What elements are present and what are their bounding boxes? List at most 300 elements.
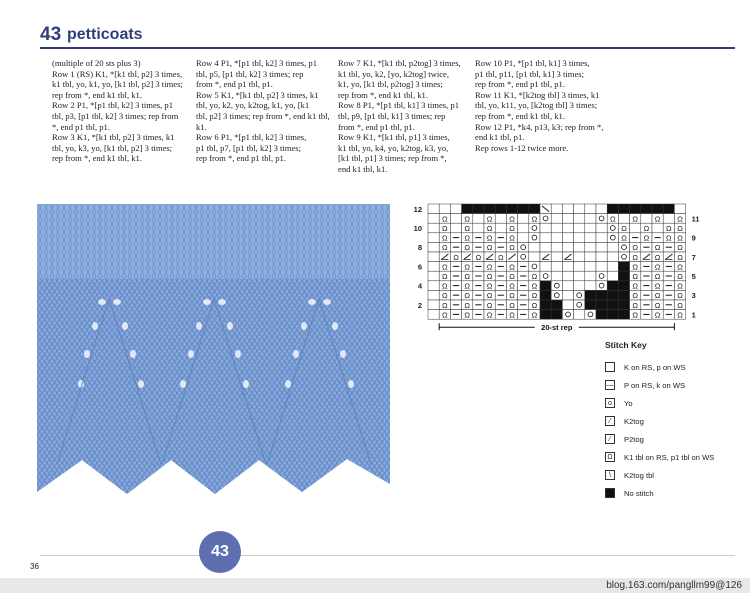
instruction-line: from *, end p1 tbl, p1.: [196, 79, 273, 90]
chart-cell: [596, 252, 607, 262]
tbl-mark: Ω: [464, 243, 471, 253]
tbl-mark: Ω: [486, 214, 493, 224]
purl-symbol-icon: —: [606, 381, 614, 389]
chart-cell: [562, 223, 573, 233]
chart-cell: [428, 214, 439, 224]
tbl-mark: Ω: [632, 272, 639, 281]
tbl-mark: Ω: [654, 214, 661, 224]
chart-cell: [518, 214, 529, 224]
chart-cell: [607, 262, 618, 272]
chart-cell: [428, 281, 439, 291]
chart-cell: [540, 281, 551, 291]
chart-cell: [450, 214, 461, 224]
chart-cell: [607, 204, 618, 214]
k2tog-symbol-icon: ⁄: [605, 416, 615, 426]
chart-cell: [495, 223, 506, 233]
tbl-mark: Ω: [632, 300, 639, 310]
instruction-line: k1 tbl, yo, k1, yo, [k1 tbl, p2] 3 times;: [52, 79, 183, 90]
chart-cell: [618, 281, 629, 291]
chart-cell: [428, 310, 439, 320]
key-item-label: P2tog: [624, 434, 644, 444]
key-item: [605, 448, 735, 466]
tbl-mark: Ω: [441, 300, 448, 310]
tbl-mark: Ω: [509, 291, 515, 301]
tbl-mark: Ω: [464, 281, 471, 291]
row-number-right: 5: [691, 272, 696, 281]
chart-cell: [495, 204, 506, 214]
chart-cell: [574, 262, 585, 272]
chart-cell: [585, 204, 596, 214]
chart-cell: [562, 281, 573, 291]
tbl-mark: Ω: [441, 214, 448, 224]
key-item: [605, 430, 735, 448]
tbl-mark: Ω: [486, 233, 493, 243]
instruction-line: Row 10 P1, *[p1 tbl, k1] 3 times,: [475, 58, 590, 68]
chart-cell: [596, 290, 607, 300]
tbl-mark: Ω: [464, 310, 471, 320]
tbl-mark: Ω: [632, 281, 639, 291]
instruction-line: tbl, p9, [p1 tbl, k1] 3 times; rep: [338, 110, 446, 121]
tbl-mark: Ω: [677, 281, 683, 291]
repeat-label: 20-st rep: [541, 323, 573, 333]
header-rule: [40, 47, 735, 49]
chart-cell: [618, 290, 629, 300]
instructions-column-1: [52, 58, 192, 164]
row-number-right: 3: [691, 291, 696, 301]
chart-cell: [585, 281, 596, 291]
chart-cell: [641, 204, 652, 214]
tbl-mark: Ω: [464, 224, 471, 233]
footer-rule: [40, 555, 735, 556]
tbl-mark: Ω: [531, 272, 538, 281]
k1-tbl-symbol-icon: Ω: [605, 452, 615, 462]
key-item-label: K2tog: [624, 416, 644, 426]
pattern-badge: 43: [199, 531, 241, 573]
chart-cell: [596, 262, 607, 272]
tbl-mark: Ω: [509, 243, 515, 253]
tbl-mark: Ω: [509, 310, 515, 320]
chart-cell: [607, 300, 618, 310]
chart-cell: [529, 252, 540, 262]
tbl-mark: Ω: [464, 233, 471, 243]
instruction-line: rep from *, end k1 tbl, k1.: [52, 153, 142, 164]
chart-cell: [551, 281, 562, 291]
key-item-label: K2tog tbl: [624, 470, 654, 480]
tbl-mark: Ω: [509, 262, 515, 272]
chart-cell: [585, 214, 596, 224]
chart-cell: [607, 310, 618, 320]
instruction-line: Row 4 P1, *[p1 tbl, k2] 3 times, p1: [196, 58, 318, 68]
chart-cell: [607, 252, 618, 262]
tbl-mark: Ω: [654, 291, 661, 301]
chart-cell: [607, 290, 618, 300]
knitted-swatch-photo: [37, 204, 390, 534]
tbl-mark: Ω: [677, 224, 683, 233]
chart-cell: [529, 262, 540, 272]
stitch-chart: [404, 198, 719, 336]
chart-cell: [574, 204, 585, 214]
stitch-key-title: Stitch Key: [605, 340, 647, 350]
instruction-line: Rep rows 1-12 twice more.: [475, 142, 569, 153]
tbl-mark: Ω: [509, 233, 515, 243]
tbl-mark: Ω: [464, 291, 471, 301]
tbl-mark: Ω: [621, 233, 627, 243]
chart-cell: [428, 204, 439, 214]
chart-cell: [574, 242, 585, 252]
tbl-mark: Ω: [665, 224, 672, 233]
chart-cell: [596, 310, 607, 320]
chart-cell: [618, 214, 629, 224]
tbl-mark: Ω: [441, 281, 448, 291]
instruction-line: Row 9 K1, *[k1 tbl, p1] 3 times,: [338, 132, 450, 143]
page-number: 36: [30, 562, 39, 571]
instruction-line: k1.: [196, 121, 207, 132]
tbl-mark: Ω: [486, 291, 493, 301]
key-item: [605, 376, 735, 394]
tbl-mark: Ω: [654, 281, 661, 291]
key-item: [605, 394, 735, 412]
chart-cell: [540, 223, 551, 233]
chart-cell: [428, 300, 439, 310]
tbl-mark: Ω: [632, 291, 639, 301]
p2tog-symbol-icon: ⁄: [605, 434, 615, 444]
chart-cell: [574, 223, 585, 233]
tbl-mark: Ω: [643, 224, 650, 233]
chart-cell: [596, 214, 607, 224]
chart-cell: [439, 204, 450, 214]
chart-cell: [652, 204, 663, 214]
chart-cell: [551, 262, 562, 272]
tbl-mark: Ω: [654, 252, 661, 262]
chart-cell: [607, 281, 618, 291]
instruction-line: Row 5 K1, *[k1 tbl, p2] 3 times, k1: [196, 89, 319, 100]
chart-cell: [596, 300, 607, 310]
chart-cell: [562, 271, 573, 281]
tbl-mark: Ω: [654, 243, 661, 253]
chart-cell: [562, 214, 573, 224]
instruction-line: Row 12 P1, *k4, p13, k3; rep from *,: [475, 121, 604, 132]
chart-cell: [607, 271, 618, 281]
tbl-mark: Ω: [464, 262, 471, 272]
instruction-line: tbl, yo, k3, yo, [k1 tbl, p2] 3 times;: [52, 142, 173, 153]
chart-cell: [428, 271, 439, 281]
tbl-mark: Ω: [486, 272, 493, 281]
instruction-line: Row 7 K1, *[k1 tbl, p2tog] 3 times,: [338, 58, 461, 68]
chart-cell: [585, 233, 596, 243]
chart-cell: [618, 242, 629, 252]
chart-cell: [540, 290, 551, 300]
chart-cell: [574, 310, 585, 320]
tbl-mark: Ω: [531, 300, 538, 310]
tbl-mark: Ω: [509, 214, 515, 224]
chart-cell: [551, 223, 562, 233]
key-item-label: K1 tbl on RS, p1 tbl on WS: [624, 452, 715, 462]
instruction-line: tbl, p3, [p1 tbl, k2] 3 times; rep from: [52, 110, 179, 121]
tbl-mark: Ω: [654, 310, 661, 320]
tbl-mark: Ω: [632, 252, 639, 262]
instruction-line: Row 1 (RS) K1, *[k1 tbl, p2] 3 times,: [52, 68, 183, 79]
tbl-mark: Ω: [621, 224, 627, 233]
tbl-mark: Ω: [654, 300, 661, 310]
tbl-mark: Ω: [441, 272, 448, 281]
tbl-mark: Ω: [441, 243, 448, 253]
chart-cell: [562, 242, 573, 252]
tbl-mark: Ω: [486, 262, 493, 272]
chart-cell: [428, 290, 439, 300]
chart-cell: [495, 214, 506, 224]
chart-cell: [607, 223, 618, 233]
instructions-column-4: [475, 58, 610, 153]
chart-cell: [641, 214, 652, 224]
tbl-mark: Ω: [509, 281, 515, 291]
chart-cell: [652, 223, 663, 233]
chart-cell: [562, 204, 573, 214]
no-stitch-symbol-icon: [605, 488, 615, 498]
instructions-column-2: [196, 58, 331, 164]
row-number-left: 8: [417, 243, 422, 253]
instruction-line: tbl, p5, [p1 tbl, k2] 3 times; rep: [196, 68, 304, 79]
key-item: [605, 358, 735, 376]
chart-cell: [462, 204, 473, 214]
instruction-line: Row 3 K1, *[k1 tbl, p2] 3 times, k1: [52, 132, 175, 143]
chart-cell: [607, 242, 618, 252]
chart-cell: [574, 290, 585, 300]
chart-cell: [529, 233, 540, 243]
tbl-mark: Ω: [464, 300, 471, 310]
chart-cell: [551, 252, 562, 262]
chart-cell: [585, 262, 596, 272]
chart-cell: [551, 271, 562, 281]
tbl-mark: Ω: [464, 272, 471, 281]
page-header: [40, 22, 735, 50]
instruction-line: k1, yo, [k1 tbl, p2tog] 3 times;: [338, 79, 443, 90]
chart-cell: [585, 242, 596, 252]
chart-cell: [506, 204, 517, 214]
chart-cell: [618, 271, 629, 281]
chart-cell: [596, 223, 607, 233]
tbl-mark: Ω: [486, 310, 493, 320]
chart-cell: [450, 204, 461, 214]
tbl-mark: Ω: [677, 243, 683, 253]
tbl-mark: Ω: [441, 233, 448, 243]
tbl-mark: Ω: [632, 310, 639, 320]
yarn-over-symbol-icon: o: [605, 398, 615, 408]
chart-cell: [574, 271, 585, 281]
key-item: [605, 466, 735, 484]
chart-cell: [428, 242, 439, 252]
tbl-mark: Ω: [531, 310, 538, 320]
tbl-mark: Ω: [486, 300, 493, 310]
chart-cell: [607, 233, 618, 243]
chart-cell: [562, 233, 573, 243]
chart-cell: [585, 252, 596, 262]
chart-cell: [585, 300, 596, 310]
chart-cell: [529, 223, 540, 233]
row-number-left: 6: [417, 262, 422, 272]
chart-cell: [630, 223, 641, 233]
instruction-line: rep from *, end k1 tbl, k1.: [475, 110, 565, 121]
chart-cell: [540, 310, 551, 320]
instruction-line: k1 tbl, yo, k2, [yo, k2tog] twice,: [338, 68, 449, 79]
instruction-line: from *, end p1 tbl, p1.: [338, 121, 415, 132]
tbl-mark: Ω: [531, 291, 538, 301]
tbl-mark: Ω: [677, 291, 683, 301]
instruction-line: (multiple of 20 sts plus 3): [52, 58, 141, 68]
key-item: [605, 412, 735, 430]
instruction-line: p1 tbl, p11, [p1 tbl, k1] 3 times;: [475, 68, 585, 79]
key-item: [605, 484, 735, 502]
chart-cell: [674, 204, 685, 214]
key-item-label: K on RS, p on WS: [624, 362, 686, 372]
tbl-mark: Ω: [632, 243, 639, 253]
chart-cell: [574, 214, 585, 224]
instruction-line: k1 tbl, yo, k4, yo, k2tog, k3, yo,: [338, 142, 449, 153]
instruction-line: end k1 tbl, p1.: [475, 132, 525, 143]
tbl-mark: Ω: [509, 300, 515, 310]
chart-cell: [551, 300, 562, 310]
instruction-line: rep from *, end k1 tbl, k1.: [52, 89, 142, 100]
key-item-label: P on RS, k on WS: [624, 380, 686, 390]
row-number-right: 9: [691, 233, 696, 243]
chart-cell: [574, 281, 585, 291]
tbl-mark: Ω: [632, 262, 639, 272]
chart-cell: [484, 204, 495, 214]
tbl-mark: Ω: [531, 281, 538, 291]
k2tog-tbl-symbol-icon: \: [605, 470, 615, 480]
chart-cell: [450, 223, 461, 233]
tbl-mark: Ω: [509, 272, 515, 281]
tbl-mark: Ω: [486, 281, 493, 291]
tbl-mark: Ω: [531, 214, 538, 224]
chart-cell: [618, 262, 629, 272]
tbl-mark: Ω: [677, 252, 683, 262]
chart-cell: [473, 204, 484, 214]
chart-cell: [551, 290, 562, 300]
chart-cell: [574, 233, 585, 243]
tbl-mark: Ω: [677, 310, 683, 320]
chart-cell: [540, 300, 551, 310]
chart-cell: [596, 233, 607, 243]
tbl-mark: Ω: [632, 214, 639, 224]
key-item-label: Yo: [624, 398, 633, 408]
tbl-mark: Ω: [441, 224, 448, 233]
chart-cell: [518, 223, 529, 233]
chart-cell: [574, 252, 585, 262]
chart-cell: [551, 242, 562, 252]
chart-cell: [596, 271, 607, 281]
knit-symbol-icon: [605, 362, 615, 372]
tbl-mark: Ω: [509, 224, 515, 233]
chart-cell: [473, 214, 484, 224]
chart-cell: [540, 233, 551, 243]
tbl-mark: Ω: [441, 310, 448, 320]
chart-cell: [562, 262, 573, 272]
key-item-label: No stitch: [624, 488, 654, 498]
tbl-mark: Ω: [665, 233, 672, 243]
chart-cell: [551, 310, 562, 320]
chart-cell: [618, 252, 629, 262]
chart-cell: [428, 233, 439, 243]
chart-cell: [618, 204, 629, 214]
chart-cell: [428, 252, 439, 262]
chart-cell: [518, 252, 529, 262]
tbl-mark: Ω: [677, 300, 683, 310]
instruction-line: tbl, yo, k2, yo, k2tog, k1, yo, [k1: [196, 100, 310, 111]
chart-cell: [596, 281, 607, 291]
tbl-mark: Ω: [441, 291, 448, 301]
chart-cell: [540, 214, 551, 224]
chart-cell: [630, 204, 641, 214]
tbl-mark: Ω: [677, 262, 683, 272]
chart-cell: [551, 204, 562, 214]
tbl-mark: Ω: [677, 233, 683, 243]
tbl-mark: Ω: [677, 214, 683, 224]
chart-cell: [551, 214, 562, 224]
chart-cell: [596, 242, 607, 252]
chart-cell: [540, 262, 551, 272]
pattern-number: 43: [40, 24, 62, 45]
tbl-mark: Ω: [643, 233, 650, 243]
tbl-mark: Ω: [486, 243, 493, 253]
chart-cell: [540, 242, 551, 252]
chart-cell: [473, 223, 484, 233]
chart-cell: [618, 300, 629, 310]
instruction-line: *, end p1 tbl, p1.: [52, 121, 111, 132]
instruction-line: Row 6 P1, *[p1 tbl, k2] 3 times,: [196, 132, 307, 143]
tbl-mark: Ω: [497, 252, 504, 262]
chart-cell: [562, 310, 573, 320]
row-number-right: 11: [691, 214, 700, 224]
instruction-line: end k1 tbl, k1.: [338, 163, 388, 174]
tbl-mark: Ω: [677, 272, 683, 281]
chart-cell: [663, 214, 674, 224]
tbl-mark: Ω: [654, 262, 661, 272]
row-number-right: 1: [691, 310, 696, 320]
tbl-mark: Ω: [464, 214, 471, 224]
instruction-line: tbl, p2] 3 times; rep from *, end k1 tbl,: [196, 110, 330, 121]
chart-cell: [585, 290, 596, 300]
pattern-title: petticoats: [67, 26, 143, 43]
tbl-mark: Ω: [441, 262, 448, 272]
instructions-column-3: [338, 58, 470, 175]
chart-cell: [551, 233, 562, 243]
chart-cell: [428, 223, 439, 233]
stitch-key: [605, 340, 735, 502]
chart-cell: [518, 204, 529, 214]
chart-cell: [562, 300, 573, 310]
chart-cell: [518, 242, 529, 252]
chart-cell: [428, 262, 439, 272]
tbl-mark: Ω: [453, 252, 459, 262]
instruction-line: rep from *, end p1 tbl, p1.: [196, 153, 286, 164]
instruction-line: Row 2 P1, *[p1 tbl, k2] 3 times, p1: [52, 100, 174, 111]
instruction-line: [k1 tbl, p1] 3 times; rep from *,: [338, 153, 447, 164]
row-number-left: 10: [413, 224, 422, 233]
instruction-line: tbl, yo, k11, yo, [k2tog tbl] 3 times;: [475, 100, 598, 111]
chart-cell: [540, 271, 551, 281]
chart-cell: [562, 290, 573, 300]
tbl-mark: Ω: [654, 272, 661, 281]
chart-cell: [585, 223, 596, 233]
chart-cell: [529, 242, 540, 252]
chart-cell: [663, 204, 674, 214]
instruction-line: rep from *, end p1 tbl, p1.: [475, 79, 565, 90]
tbl-mark: Ω: [609, 214, 616, 224]
chart-cell: [585, 310, 596, 320]
chart-cell: [596, 204, 607, 214]
chart-cell: [518, 233, 529, 243]
watermark: blog.163.com/pangllm99@126: [0, 578, 750, 593]
